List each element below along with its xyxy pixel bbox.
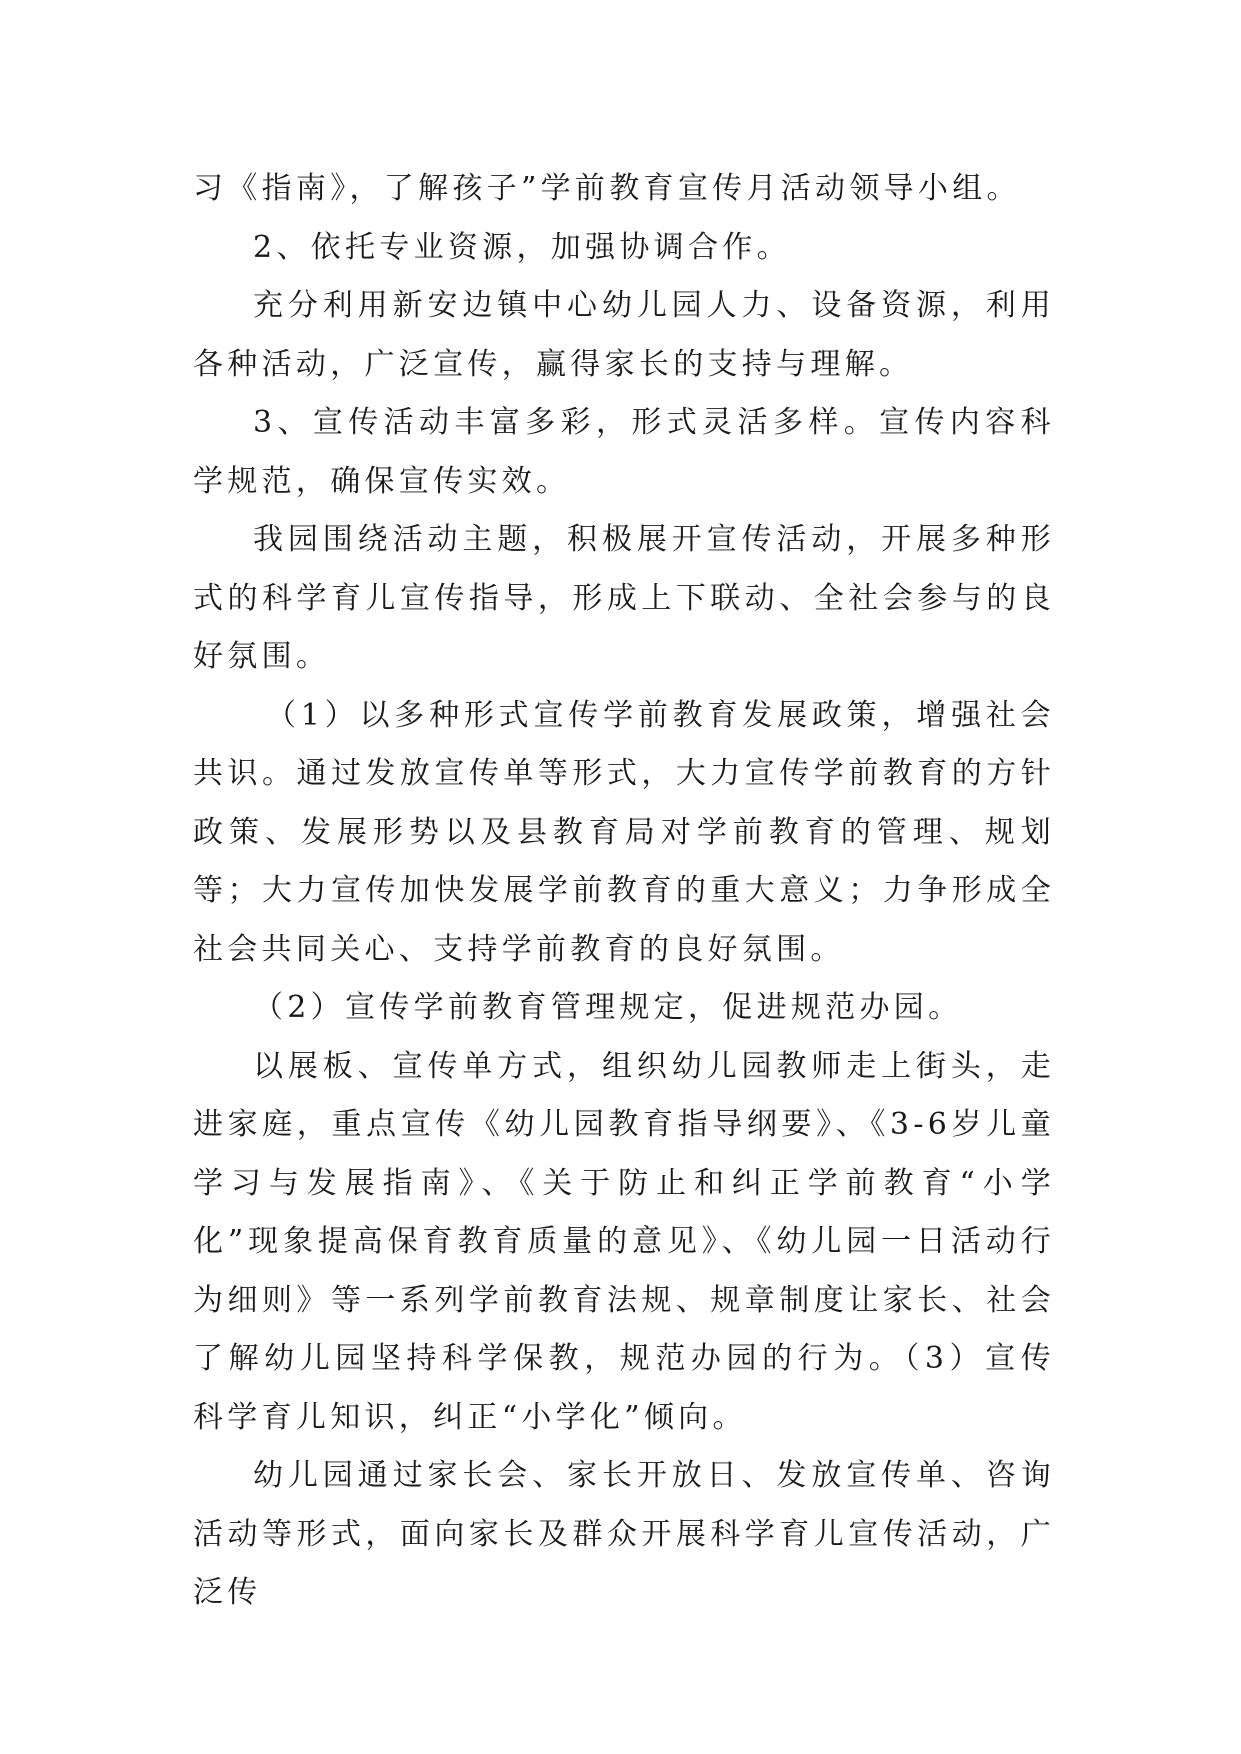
paragraph-2: 2、依托专业资源，加强协调合作。 [253, 229, 791, 265]
paragraph-5: 我园围绕活动主题，积极展开宣传活动，开展多种形式的科学育儿宣传指导，形成上下联动、全社会参与的良好氛围。 [193, 522, 1055, 674]
paragraph-8: 以展板、宣传单方式，组织幼儿园教师走上街头，走进家庭，重点宣传《幼儿园教育指导纲要》、《3-6岁儿童学习与发展指南》、《关于防止和纠正学前教育“小学化”现象提高保育教育质量的意见》、《幼儿园一日活动行为细则》等一系列学前教育法规、规章制度让家长、社会了解幼儿园坚持科学保教，规范办园的行为。（3）宣传科学育儿知识，纠正“小学化”倾向。 [193, 1048, 1055, 1435]
document-body [193, 160, 1055, 1623]
paragraph-6: （1）以多种形式宣传学前教育发展政策，增强社会共识。通过发放宣传单等形式，大力宣传学前教育的方针政策、发展形势以及县教育局对学前教育的管理、规划等；大力宣传加快发展学前教育的重大意义；力争形成全社会共同关心、支持学前教育的良好氛围。 [193, 697, 1055, 967]
paragraph-4: 3、宣传活动丰富多彩，形式灵活多样。宣传内容科学规范，确保宣传实效。 [193, 405, 1055, 499]
paragraph-1: 习《指南》，了解孩子”学前教育宣传月活动领导小组。 [193, 171, 1021, 206]
paragraph-7: （2）宣传学前教育管理规定，促进规范办园。 [253, 990, 963, 1025]
paragraph-9: 幼儿园通过家长会、家长开放日、发放宣传单、咨询活动等形式，面向家长及群众开展科学育儿宣传活动，广泛传 [193, 1458, 1055, 1610]
paragraph-3: 充分利用新安边镇中心幼儿园人力、设备资源，利用各种活动，广泛宣传，赢得家长的支持与理解。 [193, 288, 1055, 382]
